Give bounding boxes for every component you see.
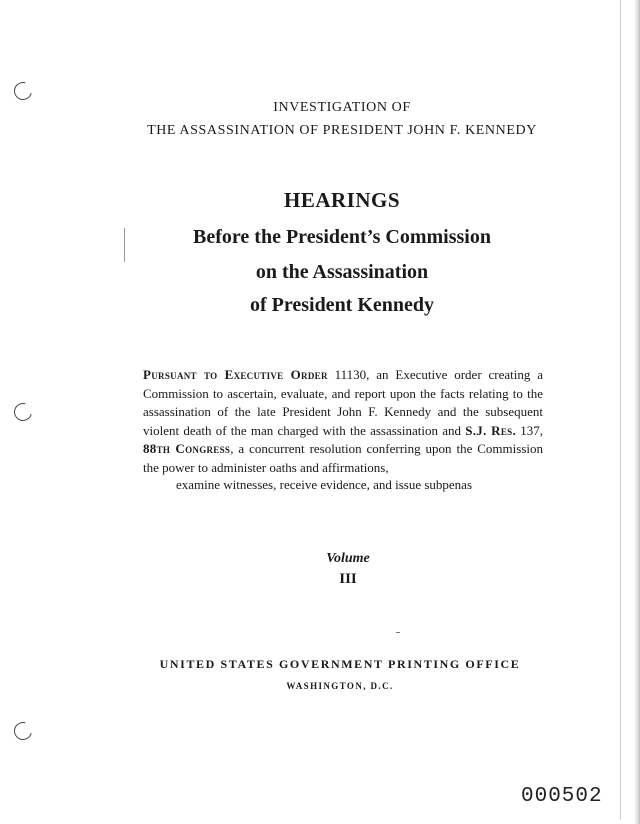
publisher-city: WASHINGTON, D.C. [286, 681, 394, 691]
executive-order-label: Pursuant to Executive Order [143, 367, 328, 382]
paragraph-text-1: 11130, an Executive order creating a Commission to ascertain, evaluate, and report upon the facts relating to the assassination of the late President John F. Kennedy and the subsequent violent death of the man charged with the assassination and [143, 367, 544, 438]
subtitle-line-3: of President Kennedy [249, 294, 435, 316]
stray-mark [396, 632, 400, 633]
header-line-1: INVESTIGATION OF [273, 100, 411, 115]
binder-hole-icon [11, 400, 36, 425]
page-number: 000502 [521, 785, 603, 808]
header-line-2: THE ASSASSINATION OF PRESIDENT JOHN F. KENNEDY [147, 123, 537, 138]
document-title: HEARINGS [283, 188, 401, 212]
binder-hole-icon [11, 719, 36, 744]
volume-number: III [339, 571, 357, 587]
resolution-label: S.J. Res. [465, 422, 517, 438]
paragraph-last-line: examine witnesses, receive evidence, and issue subpenas [176, 477, 473, 492]
congress-label: 88th Congress [143, 441, 231, 457]
subtitle-line-2: on the Assassination [255, 261, 429, 283]
publisher-name: UNITED STATES GOVERNMENT PRINTING OFFICE [159, 657, 521, 671]
paragraph-text-3: , a concurrent resolution conferring upon the Commission the power to administer oaths and affirmations, [143, 441, 543, 475]
volume-label: Volume [326, 551, 370, 566]
paragraph-text-2: 137, [516, 422, 544, 438]
subtitle-line-1: Before the President’s Commission [193, 226, 491, 248]
authority-paragraph [143, 366, 543, 478]
